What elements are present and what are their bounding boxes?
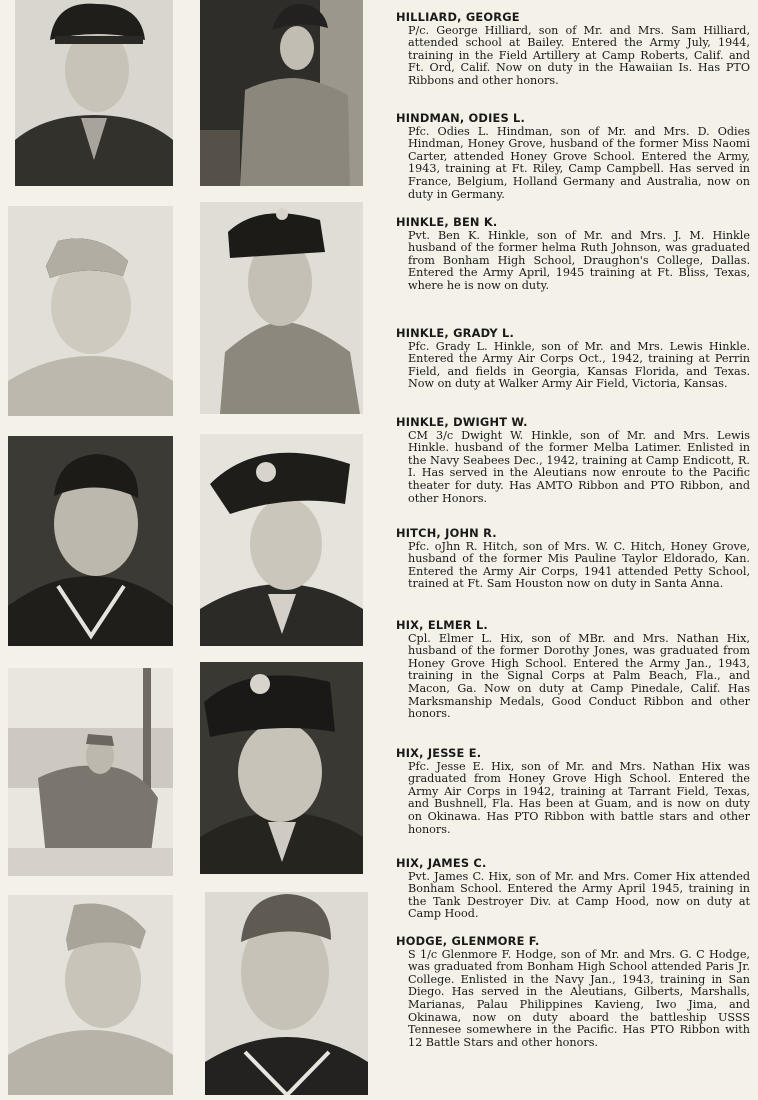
bio-entry: [396, 327, 750, 391]
bio-name: HINKLE, GRADY L.: [396, 326, 515, 340]
bio-name: HIX, ELMER L.: [396, 618, 488, 632]
bio-name: HINKLE, BEN K.: [396, 215, 498, 229]
portrait-photo-hitch: [200, 434, 363, 646]
bio-text: S 1/c Glenmore F. Hodge, son of Mr. and Mrs. G. C Hodge, was graduated from Bonham High School attended Paris Jr. College. Enlisted in the Navy Jan., 1943, training in San Diego. Has served in the Aleutians, Gilberts, Marshalls, Marianas, Palau Philippines Kavieng, Iwo Jima, and Okinawa, now on duty aboard the battleship USSS Tennesee somewhere in the Pacific. Has PTO Ribbon with 12 Battle Stars and other honors.: [408, 947, 750, 1049]
bio-text: Pfc. Odies L. Hindman, son of Mr. and Mrs. D. Odies Hindman, Honey Grove, husband of the former Miss Naomi Carter, attended Honey Grove School. Entered the Army, 1943, training at Ft. Riley, Camp Campbell. Has served in France, Belgium, Holland Germany and Australia, now on duty in Germany.: [408, 124, 750, 201]
portrait-photo-hodge: [205, 892, 368, 1095]
portrait-photo-hix-elmer: [8, 668, 173, 876]
bio-name: HINDMAN, ODIES L.: [396, 111, 526, 125]
bio-entry: [396, 527, 750, 591]
bio-name: HIX, JESSE E.: [396, 746, 482, 760]
bio-text: P/c. George Hilliard, son of Mr. and Mrs. Sam Hilliard, attended school at Bailey. Entered the Army July, 1944, training in the Field Artillery at Camp Roberts, Calif. and Ft. Ord, Calif. Now on duty in the Hawaiian Is. Has PTO Ribbons and other honors.: [408, 23, 750, 87]
portrait-photo-hinkle-dwight: [8, 436, 173, 646]
bio-entry: [396, 11, 750, 88]
bio-text: Pfc. Grady L. Hinkle, son of Mr. and Mrs. Lewis Hinkle. Entered the Army Air Corps Oct., 1942, training at Perrin Field, and fields in Georgia, Kansas Florida, and Texas. Now on duty at Walker Army Air Field, Victoria, Kansas.: [408, 339, 750, 391]
bio-text: Pvt. Ben K. Hinkle, son of Mr. and Mrs. J. M. Hinkle husband of the former helma Ruth Johnson, was graduated from Bonham High School, Draughon's College, Dallas. Entered the Army April, 1945 training at Ft. Bliss, Texas, where he is now on duty.: [408, 228, 750, 292]
portrait-photo-hix-james: [8, 895, 173, 1095]
bio-entry: [396, 619, 750, 721]
portrait-photo-hilliard: [15, 0, 173, 186]
bio-entry: [396, 857, 750, 921]
bio-name: HILLIARD, GEORGE: [396, 10, 520, 24]
bio-text: Pfc. oJhn R. Hitch, son of Mrs. W. C. Hitch, Honey Grove, husband of the former Mis Pauline Taylor Eldorado, Kan. Entered the Army Air Corps, 1941 attended Petty School, trained at Ft. Sam Houston now on duty in Santa Anna.: [408, 539, 750, 591]
bio-text: Pfc. Jesse E. Hix, son of Mr. and Mrs. Nathan Hix was graduated from Honey Grove High School. Entered the Army Air Corps in 1942, training at Tarrant Field, Texas, and Bushnell, Fla. Has been at Guam, and is now on duty on Okinawa. Has PTO Ribbon with battle stars and other honors.: [408, 759, 750, 836]
bio-text: CM 3/c Dwight W. Hinkle, son of Mr. and Mrs. Lewis Hinkle. husband of the former Melba Latimer. Enlisted in the Navy Seabees Dec., 1942, training at Camp Endicott, R. I. Has served in the Aleutians now enroute to the Pacific theater for duty. Has AMTO Ribbon and PTO Ribbon, and other Honors.: [408, 428, 750, 505]
portrait-photo-hinkle-grady: [200, 202, 363, 414]
bio-name: HITCH, JOHN R.: [396, 526, 497, 540]
bio-name: HINKLE, DWIGHT W.: [396, 415, 528, 429]
bio-entry: [396, 416, 750, 505]
bio-entry: [396, 747, 750, 836]
bio-entry: [396, 216, 750, 293]
bio-name: HODGE, GLENMORE F.: [396, 934, 540, 948]
portrait-photo-hinkle-ben: [8, 206, 173, 416]
bio-entry: [396, 935, 750, 1049]
bio-text: Cpl. Elmer L. Hix, son of MBr. and Mrs. Nathan Hix, husband of the former Dorothy Jones, was graduated from Honey Grove High School. Entered the Army Jan., 1943, training in the Signal Corps at Palm Beach, Fla., and Macon, Ga. Now on duty at Camp Pinedale, Calif. Has Marksmanship Medals, Good Conduct Ribbon and other honors.: [408, 631, 750, 721]
bio-name: HIX, JAMES C.: [396, 856, 487, 870]
portrait-photo-hix-jesse: [200, 662, 363, 874]
bio-entry: [396, 112, 750, 201]
portrait-photo-hindman: [200, 0, 363, 186]
bio-text: Pvt. James C. Hix, son of Mr. and Mrs. Comer Hix attended Bonham School. Entered the Army April 1945, training in the Tank Destroyer Div. at Camp Hood, now on duty at Camp Hood.: [408, 869, 750, 921]
